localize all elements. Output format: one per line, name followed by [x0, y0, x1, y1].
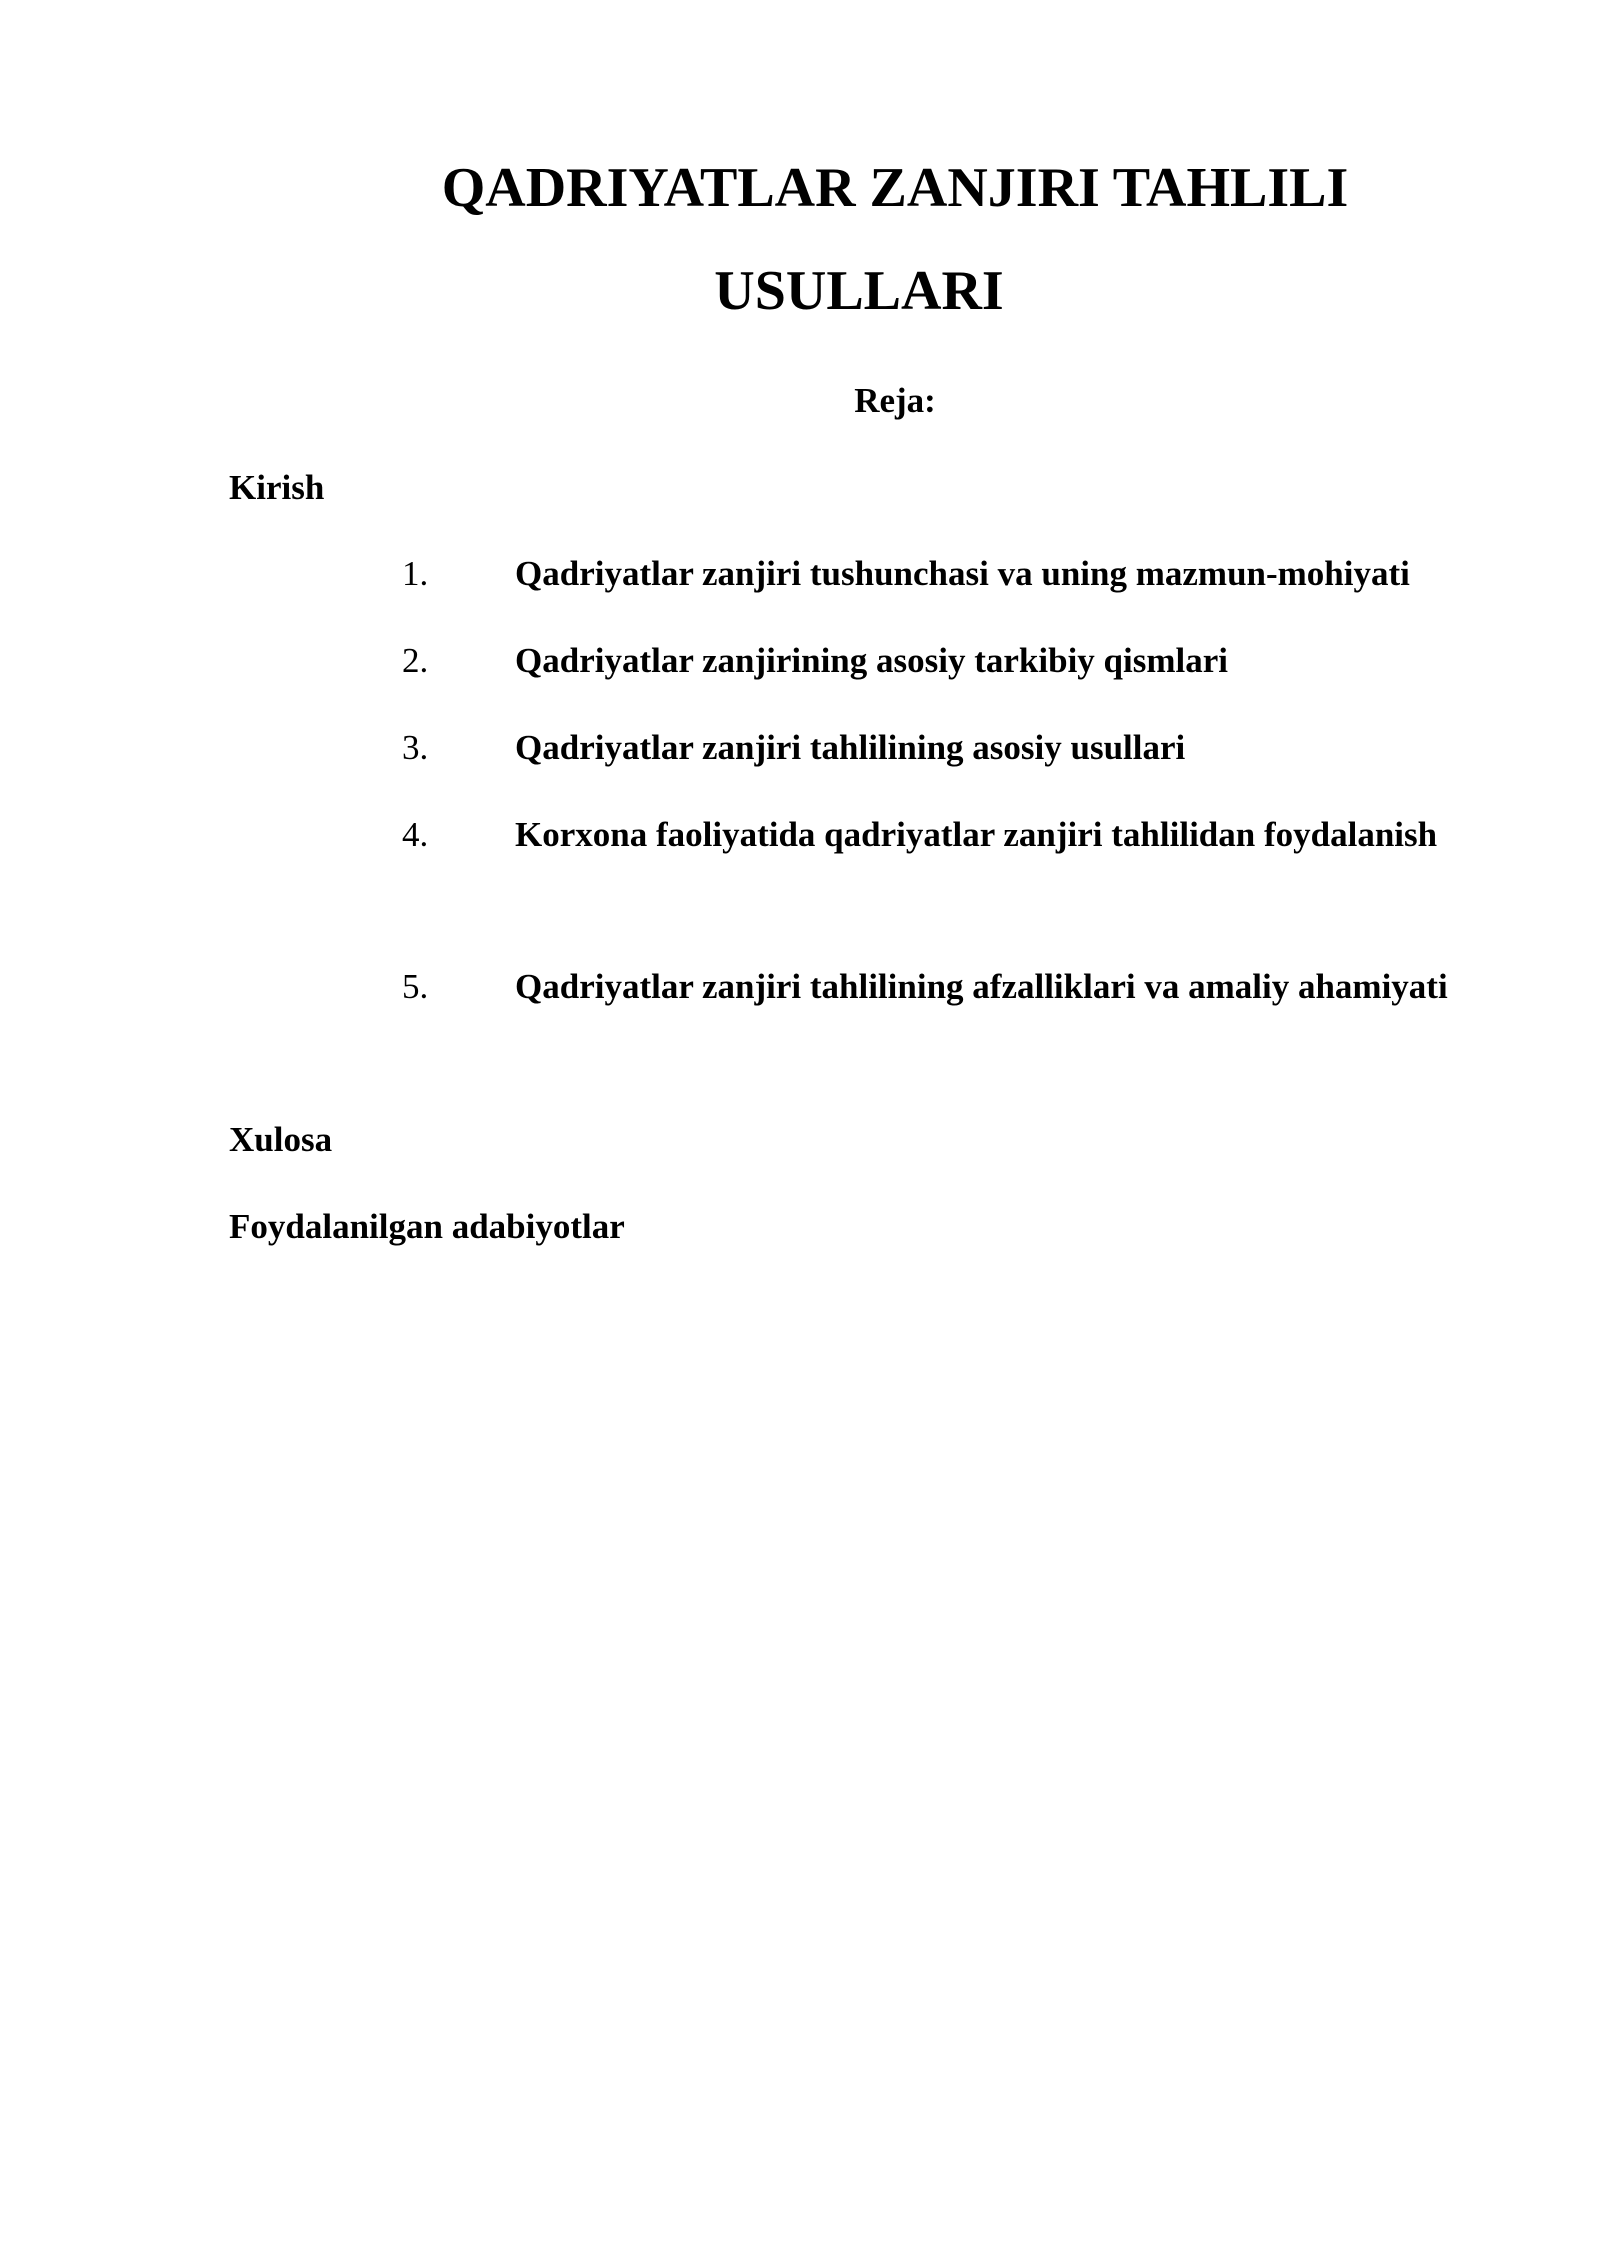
- plan-heading: Reja:: [854, 381, 936, 420]
- plan-item-number: 4.: [402, 815, 429, 854]
- plan-item-number: 5.: [402, 967, 429, 1006]
- plan-item: [326, 628, 1486, 693]
- plan-item-number: 2.: [402, 641, 429, 680]
- plan-item: [326, 802, 1486, 867]
- plan-item-text: Qadriyatlar zanjiri tahlilining asosiy usullari: [515, 728, 1186, 767]
- plan-item: [326, 541, 1486, 606]
- plan-item-text: Korxona faoliyatida qadriyatlar zanjiri tahlilidan foydalanish: [515, 815, 1438, 854]
- plan-item: [326, 954, 1486, 1019]
- plan-item: [326, 715, 1486, 780]
- plan-item-number: 1.: [402, 554, 429, 593]
- plan-item-text: Qadriyatlar zanjirining asosiy tarkibiy qismlari: [515, 641, 1229, 680]
- plan-item-text: Qadriyatlar zanjiri tushunchasi va uning mazmun-mohiyati: [515, 554, 1410, 593]
- plan-item-number: 3.: [402, 728, 429, 767]
- document-title-line-2: USULLARI: [714, 260, 1004, 322]
- document-title-line-1: QADRIYATLAR ZANJIRI TAHLILI: [441, 157, 1349, 219]
- conclusion-heading: Xulosa: [229, 1120, 333, 1159]
- intro-heading: Kirish: [229, 468, 325, 507]
- references-heading: Foydalanilgan adabiyotlar: [229, 1207, 625, 1246]
- plan-item-text: Qadriyatlar zanjiri tahlilining afzalliklari va amaliy ahamiyati: [515, 967, 1448, 1006]
